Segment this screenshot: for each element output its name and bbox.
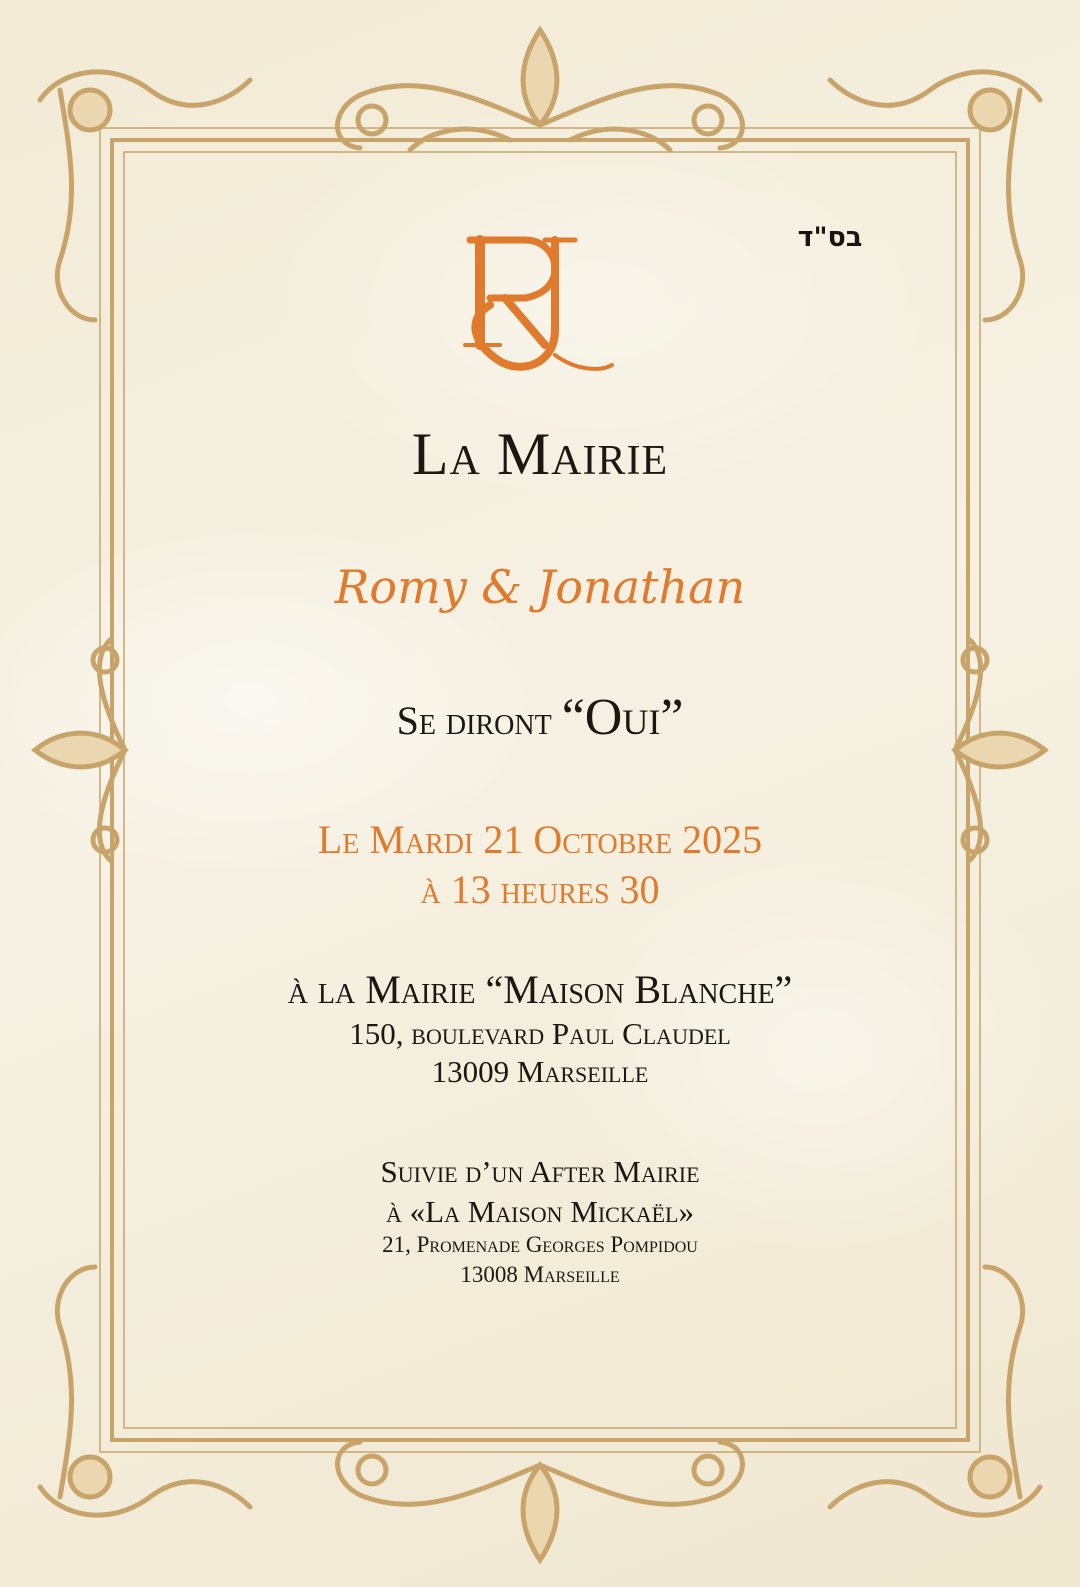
couple-names: Romy & Jonathan: [334, 560, 746, 614]
date-line: Le Mardi 21 Octobre 2025: [317, 817, 763, 862]
venue-address-city: 13009 Marseille: [431, 1054, 649, 1089]
venue-address-street: 150, boulevard Paul Claudel: [349, 1016, 731, 1051]
page-title: La Mairie: [411, 421, 669, 487]
top-scroll-ornament: [338, 30, 743, 150]
after-party-address-street: 21, Promenade Georges Pompidou: [382, 1232, 698, 1257]
bottom-scroll-ornament: [338, 1442, 743, 1560]
time-line: à 13 heures 30: [420, 867, 660, 912]
blessing-text: בס"ד: [797, 222, 863, 253]
announcement-word: “Oui”: [561, 689, 684, 746]
corner-ornaments: [40, 72, 1040, 1515]
announcement: [140, 688, 940, 747]
announcement-prefix: Se diront: [396, 698, 562, 743]
venue-name: à la Mairie “Maison Blanche”: [287, 967, 793, 1012]
monogram-logo: [465, 240, 612, 369]
after-party-address-city: 13008 Marseille: [460, 1262, 620, 1287]
after-party-venue: à «La Maison Mickaël»: [386, 1194, 694, 1229]
after-party-title: Suivie d’un After Mairie: [380, 1154, 700, 1189]
